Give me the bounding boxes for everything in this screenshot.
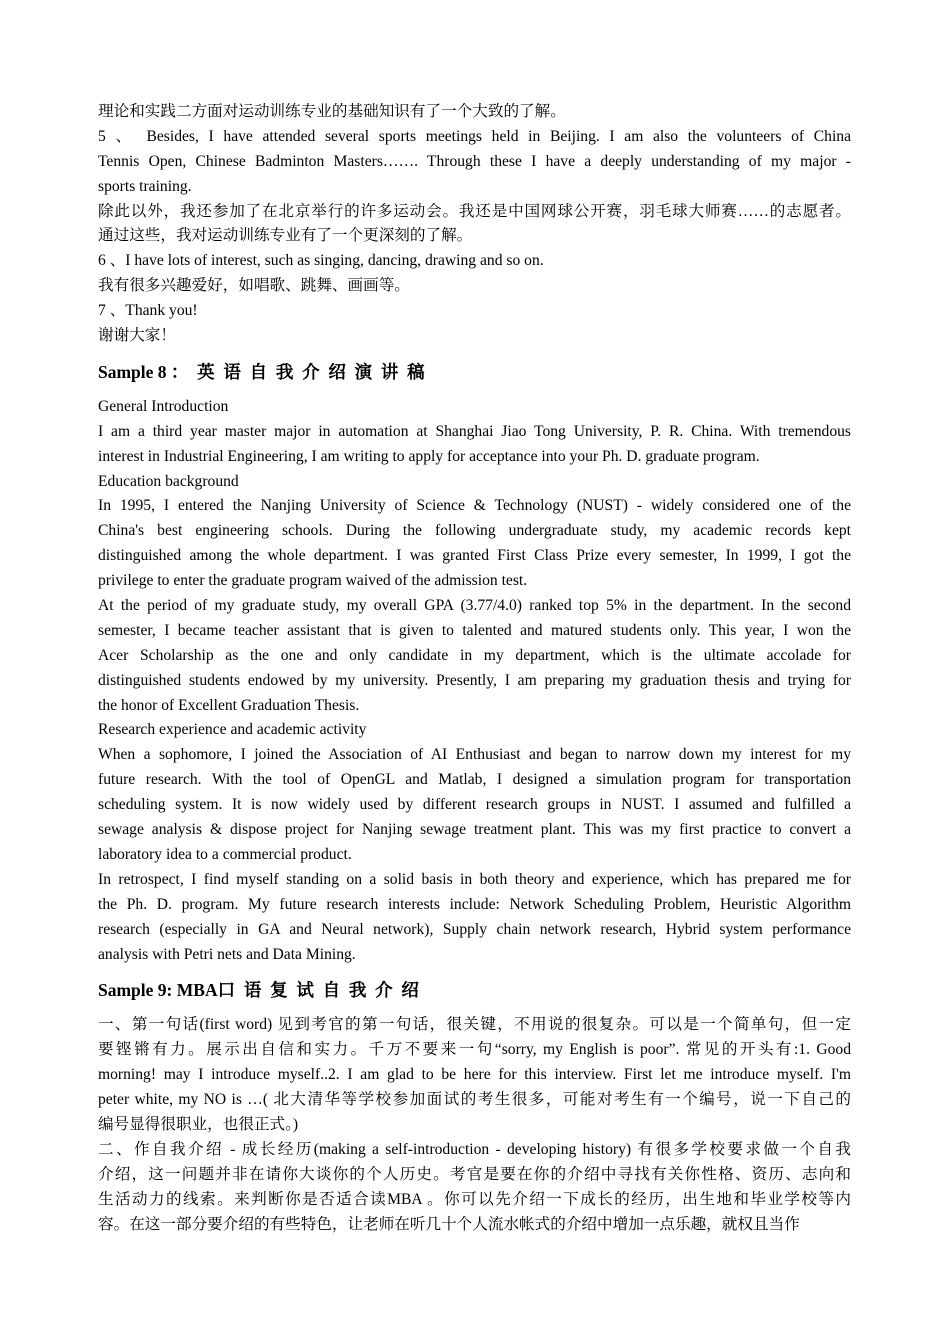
section-heading: Sample 9: MBA口 语 复 试 自 我 介 绍 (98, 980, 419, 1001)
paragraph (98, 718, 851, 743)
document-page (98, 100, 851, 1237)
text-line: interest in Industrial Engineering, I am writing to apply for acceptance into your Ph. D. graduate program. (98, 447, 760, 465)
text-line: Tennis Open, Chinese Badminton Masters……. Through these I have a deeply understanding of my major - (98, 152, 851, 170)
text-line: Acer Scholarship as the one and only candidate in my department, which is the ultimate accolade for (98, 646, 851, 664)
text-line: research (especially in GA and Neural network), Supply chain network research, Hybrid system performance (98, 920, 851, 938)
paragraph (98, 324, 851, 349)
text-line: When a sophomore, I joined the Association of AI Enthusiast and began to narrow down my interest for my (98, 746, 851, 764)
text-line: analysis with Petri nets and Data Mining. (98, 945, 356, 963)
text-line: In retrospect, I find myself standing on a solid basis in both theory and experience, which has prepared me for (98, 870, 851, 888)
text-line: 5 、 Besides, I have attended several sports meetings held in Beijing. I am also the volunteers of China (98, 127, 851, 145)
paragraph (98, 494, 851, 594)
text-line: 我有很多兴趣爱好，如唱歌、跳舞、画画等。 (98, 277, 410, 295)
text-line: 介绍，这一问题并非在请你大谈你的个人历史。考官是要在你的介绍中寻找有关你性格、资历、志向和 (98, 1165, 851, 1183)
text-line: peter white, my NO is …( 北大清华等学校参加面试的考生很多，可能对考生有一个编号，说一下自己的 (98, 1091, 851, 1109)
text-line: morning! may I introduce myself..2. I am glad to be here for this interview. First let me introduce myself. I'm (98, 1066, 851, 1084)
text-line: the Ph. D. program. My future research interests include: Network Scheduling Problem, Heuristic Algorithm (98, 895, 851, 913)
text-line: laboratory idea to a commercial product. (98, 845, 352, 863)
text-line: sewage analysis & dispose project for Nanjing sewage treatment plant. This was my first practice to convert a (98, 821, 851, 839)
section-heading: Sample 8 ： 英 语 自 我 介 绍 演 讲 稿 (98, 361, 425, 382)
paragraph (98, 395, 851, 420)
text-line: Research experience and academic activity (98, 721, 367, 739)
text-line: the honor of Excellent Graduation Thesis. (98, 696, 360, 714)
text-line: 一、第一句话(first word) 见到考官的第一句话，很关键，不用说的很复杂。可以是一个简单句，但一定 (98, 1016, 851, 1034)
text-line: 除此以外，我还参加了在北京举行的许多运动会。我还是中国网球公开赛，羽毛球大师赛……的志愿者。 (98, 202, 851, 220)
text-line: 通过这些，我对运动训练专业有了一个更深刻的了解。 (98, 227, 473, 245)
text-line: privilege to enter the graduate program waived of the admission test. (98, 572, 528, 590)
paragraph (98, 200, 851, 250)
text-line: In 1995, I entered the Nanjing University of Science & Technology (NUST) - widely considered one of the (98, 497, 851, 515)
text-line: distinguished among the whole department. I was granted First Class Prize every semester, In 1999, I got the (98, 547, 851, 565)
text-line: scheduling system. It is now widely used by different research groups in NUST. I assumed and fulfilled a (98, 796, 851, 814)
text-line: 容。在这一部分要介绍的有些特色，让老师在听几十个人流水帐式的介绍中增加一点乐趣，就权且当作 (98, 1215, 800, 1233)
paragraph (98, 470, 851, 495)
text-line: 7 、Thank you! (98, 302, 198, 320)
text-line: At the period of my graduate study, my overall GPA (3.77/4.0) ranked top 5% in the department. In the second (98, 597, 851, 615)
paragraph (98, 743, 851, 867)
text-line: future research. With the tool of OpenGL and Matlab, I designed a simulation program for transportation (98, 771, 851, 789)
text-line: General Introduction (98, 397, 229, 415)
paragraph (98, 125, 851, 200)
paragraph (98, 420, 851, 470)
paragraph (98, 1013, 851, 1137)
text-line: 生活动力的线索。来判断你是否适合读MBA 。你可以先介绍一下成长的经历，出生地和毕业学校等内 (98, 1190, 851, 1208)
text-line: 谢谢大家！ (98, 327, 176, 345)
text-line: semester, I became teacher assistant that is given to talented and matured students only. This year, I won the (98, 621, 851, 639)
paragraph (98, 1138, 851, 1238)
text-line: sports training. (98, 177, 192, 195)
text-line: Education background (98, 472, 239, 490)
text-line: 6 、I have lots of interest, such as singing, dancing, drawing and so on. (98, 252, 544, 270)
paragraph (98, 274, 851, 299)
paragraph (98, 249, 851, 274)
paragraph (98, 594, 851, 718)
text-line: 要铿锵有力。展示出自信和实力。千万不要来一句“sorry, my English is poor”. 常见的开头有:1. Good (98, 1041, 851, 1059)
text-line: 二、作自我介绍 - 成长经历(making a self-introduction - developing history) 有很多学校要求做一个自我 (98, 1140, 851, 1158)
text-line: 编号显得很职业，也很正式。) (98, 1115, 299, 1133)
paragraph (98, 299, 851, 324)
text-line: distinguished students endowed by my university. Presently, I am preparing my graduation thesis and trying for (98, 671, 851, 689)
paragraph (98, 100, 851, 125)
text-line: China's best engineering schools. During the following undergraduate study, my academic records kept (98, 522, 851, 540)
paragraph (98, 868, 851, 968)
text-line: 理论和实践二方面对运动训练专业的基础知识有了一个大致的了解。 (98, 103, 566, 120)
text-line: I am a third year master major in automation at Shanghai Jiao Tong University, P. R. China. With tremendous (98, 422, 851, 440)
